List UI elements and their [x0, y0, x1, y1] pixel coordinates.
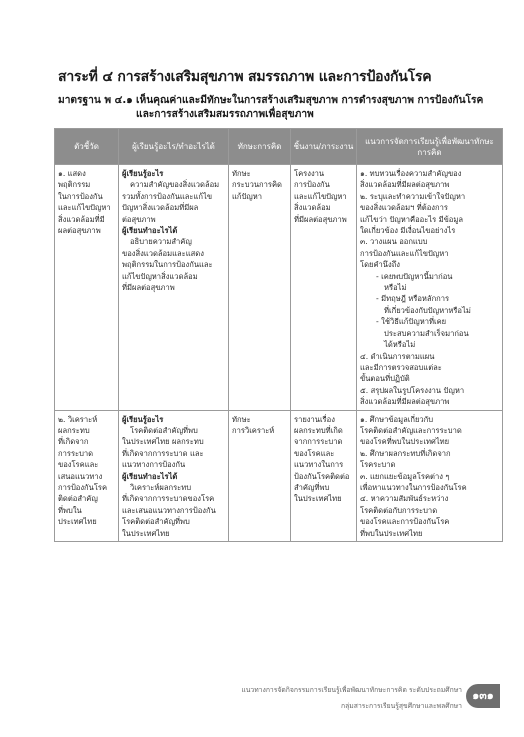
activity-line: ประสบความสำเร็จมาก่อน	[384, 328, 469, 338]
work-line: จากการระบาด	[294, 437, 343, 447]
activity-line: ๓. แยกแยะข้อมูลโรคต่าง ๆ	[360, 471, 450, 481]
skill-line: กระบวนการคิด	[232, 180, 282, 190]
activity-line: - เคยพบปัญหานี้มาก่อน	[376, 271, 453, 281]
indicator-line: ของโรคและ	[58, 460, 99, 470]
learn-line: ที่เกิดจากการระบาดของโรค	[122, 494, 215, 504]
work-line: ผลกระทบที่เกิด	[294, 425, 343, 435]
standard-code: มาตรฐาน พ ๔.๑	[58, 95, 133, 106]
learn-line: และเสนอแนวทางการป้องกัน	[122, 505, 216, 515]
learn-line: ของสิ่งแวดล้อมและแสดง	[122, 248, 204, 258]
activity-line: ๓. วางแผน ออกแบบ	[360, 237, 428, 247]
learning-cell	[119, 410, 229, 541]
work-cell	[291, 165, 357, 411]
activity-line: ของโรคและการป้องกันโรค	[360, 517, 450, 527]
activity-cell	[357, 410, 503, 541]
activity-line: ๒. ระบุและทำความเข้าใจปัญหา	[360, 191, 466, 201]
learn-line: แนวทางการป้องกัน	[122, 460, 186, 470]
learn-line: ต่อสุขภาพ	[122, 214, 156, 224]
activity-line: - มีทฤษฎี หรือหลักการ	[376, 294, 450, 304]
standard-line-1: เห็นคุณค่าและมีทักษะในการสร้างเสริมสุขภาพ การดำรงสุขภาพ การป้องกันโรค	[136, 95, 484, 106]
learn-line: ผู้เรียนรู้อะไร	[122, 414, 164, 424]
learn-line: แก้ไขปัญหาสิ่งแวดล้อม	[122, 271, 198, 281]
page-number: ๑๓๑	[466, 684, 500, 708]
header-activity: แนวการจัดการเรียนรู้เพื่อพัฒนาทักษะการคิด	[357, 129, 503, 165]
activity-line: ๔. ดำเนินการตามแผน	[360, 351, 435, 361]
activity-line: และมีการตรวจสอบแต่ละ	[360, 362, 442, 372]
indicator-line: และแก้ไขปัญหา	[58, 203, 111, 213]
activity-line: แก้ไขว่า ปัญหาคืออะไร มีข้อมูล	[360, 214, 464, 224]
learn-line: ความสำคัญของสิ่งแวดล้อม	[130, 180, 220, 190]
work-line: การป้องกัน	[294, 180, 330, 190]
strand-title: สาระที่ ๔ การสร้างเสริมสุขภาพ สมรรถภาพ และการป้องกันโรค	[58, 69, 432, 85]
indicator-line: ที่พบใน	[58, 505, 82, 515]
activity-line: ของโรคที่พบในประเทศไทย	[360, 437, 450, 447]
skill-line: การวิเคราะห์	[232, 425, 275, 435]
activity-line: ของสิ่งแวดล้อมฯ ที่ต้องการ	[360, 203, 448, 213]
header-indicator: ตัวชี้วัด	[55, 129, 119, 165]
learn-line: ที่มีผลต่อสุขภาพ	[122, 283, 175, 293]
learn-line: ผู้เรียนรู้อะไร	[122, 169, 164, 178]
indicator-line: ผลต่อสุขภาพ	[58, 226, 101, 236]
activity-line: ๔. หาความสัมพันธ์ระหว่าง	[360, 494, 449, 504]
header-work: ชิ้นงาน/ภาระงาน	[291, 129, 357, 165]
indicator-line: ติดต่อสำคัญ	[58, 494, 98, 504]
work-line: ป้องกันโรคติดต่อ	[294, 471, 350, 481]
table-header-row	[55, 129, 503, 165]
skill-line: ทักษะ	[232, 414, 251, 424]
activity-line: สิ่งแวดล้อมที่มีผลต่อสุขภาพ	[360, 180, 450, 190]
work-line: ที่มีผลต่อสุขภาพ	[294, 214, 347, 224]
activity-line: - ใช้วิธีแก้ปัญหาที่เคย	[376, 317, 447, 327]
learn-line: ในประเทศไทย ผลกระทบ	[122, 437, 204, 447]
work-line: โครงงาน	[294, 169, 325, 178]
indicator-line: การระบาด	[58, 448, 94, 458]
activity-line: ๑. ทบทวนเรื่องความสำคัญของ	[360, 169, 462, 178]
activity-line: ๕. สรุปผลในรูปโครงงาน ปัญหา	[360, 385, 465, 395]
activity-line: ที่เกี่ยวข้องกับปัญหาหรือไม่	[384, 305, 471, 315]
activity-line: โรคติดต่อสำคัญและการระบาด	[360, 425, 462, 435]
activity-cell	[357, 165, 503, 411]
learn-line: อธิบายความสำคัญ	[130, 237, 192, 247]
work-line: แนวทางในการ	[294, 460, 344, 470]
thinking-skill-cell	[229, 165, 291, 411]
indicator-cell	[55, 165, 119, 411]
skill-line: แก้ปัญหา	[232, 191, 263, 201]
activity-line: ใดเกี่ยวข้อง มีเงื่อนไขอย่างไร	[360, 226, 456, 236]
activity-line: โรคระบาด	[360, 460, 396, 470]
activity-line: สิ่งแวดล้อมที่มีผลต่อสุขภาพ	[360, 397, 450, 407]
work-line: รายงานเรื่อง	[294, 414, 335, 424]
activity-line: ๒. ศึกษาผลกระทบที่เกิดจาก	[360, 448, 451, 458]
indicator-line: ๒. วิเคราะห์	[58, 414, 98, 424]
indicator-line: ๑. แสดงพฤติกรรม	[58, 169, 91, 190]
curriculum-table	[54, 128, 503, 542]
header-learning: ผู้เรียนรู้อะไร/ทำอะไรได้	[119, 129, 229, 165]
table-row	[55, 165, 503, 411]
footer-subject-group: กลุ่มสาระการเรียนรู้สุขศึกษาและพลศึกษา	[341, 702, 462, 710]
skill-line: ทักษะ	[232, 169, 251, 178]
work-line: สิ่งแวดล้อม	[294, 203, 331, 213]
learn-line: โรคติดต่อสำคัญที่พบ	[122, 517, 190, 527]
footer-reference: แนวทางการจัดกิจกรรมการเรียนรู้เพื่อพัฒนาทักษะการคิด ระดับประถมศึกษา	[241, 686, 462, 694]
activity-line: ที่พบในประเทศไทย	[360, 528, 423, 538]
indicator-line: ผลกระทบ	[58, 425, 90, 435]
activity-line: การป้องกันและแก้ไขปัญหา	[360, 248, 449, 258]
indicator-cell	[55, 410, 119, 541]
work-line: สำคัญที่พบ	[294, 482, 330, 492]
learn-line: โรคติดต่อสำคัญที่พบ	[130, 425, 198, 435]
indicator-line: ประเทศไทย	[58, 517, 97, 527]
indicator-line: สิ่งแวดล้อมที่มี	[58, 214, 105, 224]
activity-line: ๑. ศึกษาข้อมูลเกี่ยวกับ	[360, 414, 434, 424]
indicator-line: เสนอแนวทาง	[58, 471, 103, 481]
activity-line: เพื่อหาแนวทางในการป้องกันโรค	[360, 482, 467, 492]
learning-cell	[119, 165, 229, 411]
activity-line: โดยคำนึงถึง	[360, 260, 401, 270]
learn-line: พฤติกรรมในการป้องกันและ	[122, 260, 213, 270]
learn-line: ที่เกิดจากการระบาด และ	[122, 448, 204, 458]
indicator-line: การป้องกันโรค	[58, 482, 108, 492]
indicator-line: ที่เกิดจาก	[58, 437, 89, 447]
header-thinking-skill: ทักษะการคิด	[229, 129, 291, 165]
work-line: ในประเทศไทย	[294, 494, 342, 504]
standard-line-2: และการสร้างเสริมสมรรถภาพเพื่อสุขภาพ	[136, 109, 314, 120]
learn-line: ในประเทศไทย	[122, 528, 170, 538]
table-row	[55, 410, 503, 541]
work-line: และแก้ไขปัญหา	[294, 191, 347, 201]
standard-heading	[58, 94, 498, 122]
learn-line: ผู้เรียนทำอะไรได้	[122, 471, 178, 481]
learn-line: วิเคราะห์ผลกระทบ	[130, 482, 192, 492]
work-cell	[291, 410, 357, 541]
activity-line: โรคติดต่อกับการระบาด	[360, 505, 438, 515]
learn-line: ผู้เรียนทำอะไรได้	[122, 226, 178, 236]
learn-line: ปัญหาสิ่งแวดล้อมที่มีผล	[122, 203, 199, 213]
learn-line: รวมทั้งการป้องกันและแก้ไข	[122, 191, 213, 201]
work-line: ของโรคและ	[294, 448, 335, 458]
activity-line: หรือไม่	[384, 283, 407, 293]
activity-line: ได้หรือไม่	[384, 340, 416, 350]
thinking-skill-cell	[229, 410, 291, 541]
activity-line: ขั้นตอนที่ปฏิบัติ	[360, 374, 410, 384]
indicator-line: ในการป้องกัน	[58, 191, 103, 201]
